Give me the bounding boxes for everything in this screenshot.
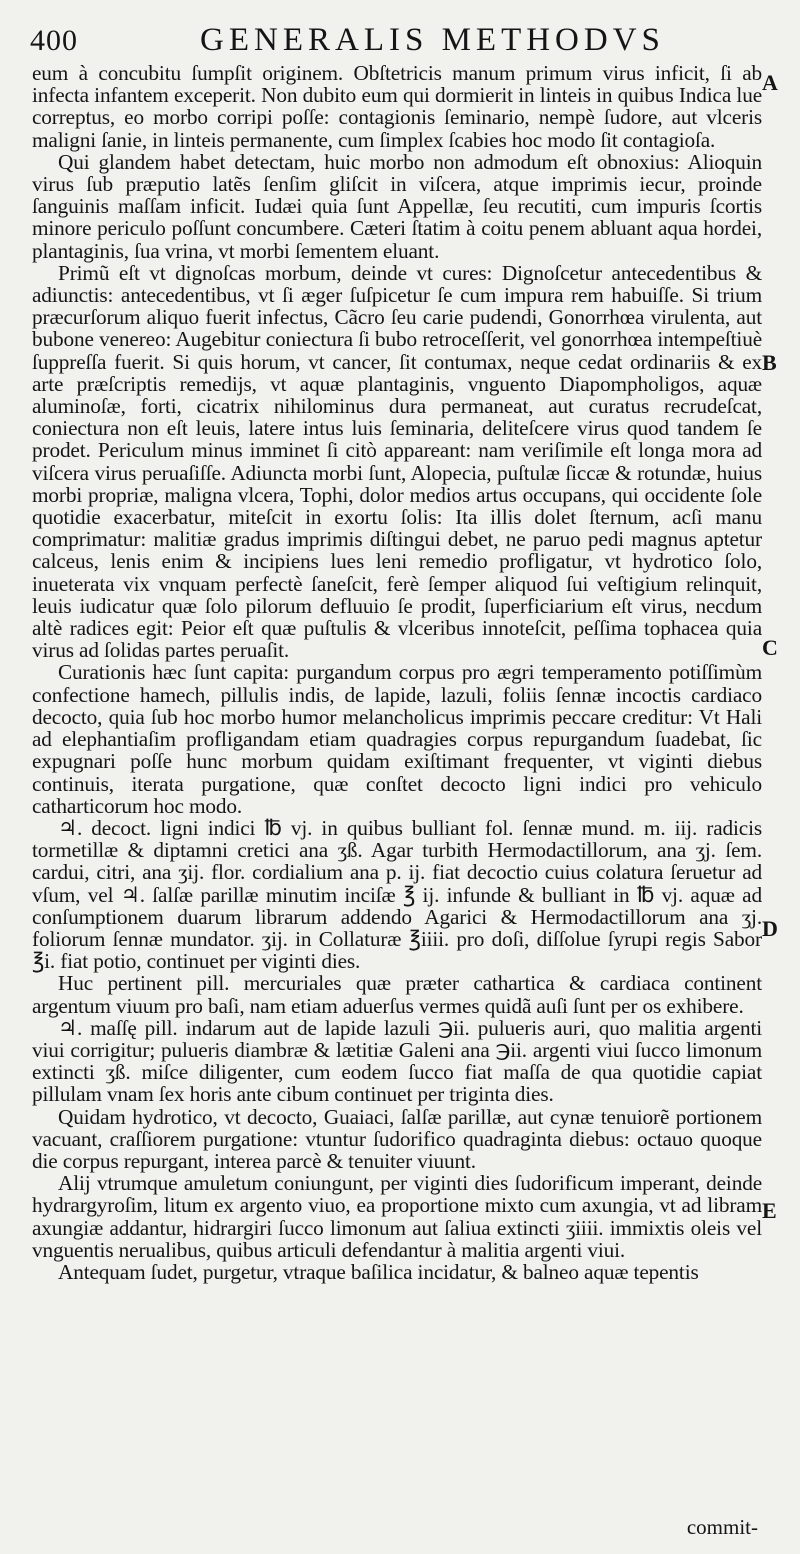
paragraph: Quidam hydrotico, vt decocto, Guaiaci, ſalſæ parillæ, aut cynæ tenuiorẽ portionem vacuant, craſſiorem purgatione: vtuntur ſudorifico quadraginta diebus: octauo quoque die corpus repurgant, interea parcè & tenuiter viuunt. (32, 1104, 762, 1173)
paragraph: Qui glandem habet detectam, huic morbo non admodum eſt obnoxius: Alioquin virus ſub præputio latẽs ſenſim gliſcit in viſcera, atque imprimis iecur, proinde ſanguinis maſſam inficit. Iudæi quia ſunt Appellæ, ſeu recutiti, cum impuris ſcortis minore periculo poſſunt concumbere. Cæteri ſtatim à coitu penem abluant aqua hordei, plantaginis, ſua vrina, vt morbi ſementem eluant. (32, 149, 762, 263)
margin-letter-a: A (762, 70, 778, 95)
paragraph: eum à concubitu ſumpſit originem. Obſtetricis manum primum virus inficit, ſi ab infecta infantem exceperit. Non dubito eum qui dormierit in linteis in quibus Indica lue correptus, eo morbo corripi poſſe: contagionis ſeminario, nempè ſudore, aut vlceris maligni ſanie, in linteis permanente, cum ſimplex ſcabies hoc modo ſit contagioſa. (32, 61, 762, 152)
paragraph: Primũ eſt vt dignoſcas morbum, deinde vt cures: Dignoſcetur antecedentibus & adiunctis: antecedentibus, vt ſi æger ſuſpicetur ſe cum impura rem habuiſſe. Si trium præcurſorum aliquo fuerit infectus, Cãcro ſeu carie pudendi, Gonorrhœa virulenta, aut bubone venereo: Augebitur coniectura ſi bubo retroceſſerit, vel gonorrhœa intempeſtiuè ſuppreſſa fuerit. Si quis horum, vt cancer, ſit contumax, neque cedat ordinariis & ex arte præſcriptis remedijs, vt aquæ plantaginis, vnguento Diapompholigos, aquæ aluminoſæ, forti, cicatrix nihilominus dura permaneat, aut curatus recrudeſcat, coniectura non eſt leuis, latere intus luis ſeminaria, deliteſcere virus quod tandem ſe prodet. Periculum minus imminet ſi citò appareant: nam veriſimile eſt longa mora ad viſcera virus peruaſiſſe. Adiuncta morbi ſunt, Alopecia, puſtulæ ſiccæ & rotundæ, huius morbi propriæ, maligna vlcera, Tophi, dolor medios artus occupans, qui occidente ſole quotidie exacerbatur, miteſcit in exortu ſolis: Ita illis dolet ſternum, acſi manu comprimatur: malitiæ gradus imprimis diſtingui debet, ne paruo pedi magnus aptetur calceus, lenis enim & incipiens lues leni remedio profligatur, vt hydrotico ſolo, inueterata vix vnquam perfectè ſaneſcit, ferè ſemper aliquod ſui veſtigium relinquit, leuis iudicatur quæ ſolo pilorum defluuio ſe prodit, ſuperficiarium eſt virus, necdum altè radices egit: Peior eſt quæ puſtulis & vlceribus innoteſcit, peſſima tophacea quia virus ad ſolidas partes peruaſit. (32, 260, 762, 663)
paragraph: ♃. decoct. ligni indici ℔ vj. in quibus bulliant fol. ſennæ mund. m. iij. radicis tormetillæ & diptamni cretici ana ʒß. Agar turbith Hermodactillorum, ana ʒj. ſem. cardui, citri, ana ʒij. flor. cordialium ana p. ij. fiat decoctio cuius colatura ſeruetur ad vſum, vel ♃. ſalſæ parillæ minutim inciſæ ℥ ij. infunde & bulliant in ℔ vj. aquæ ad conſumptionem duarum librarum addendo Agarici & Hermodactillorum ana ʒj. foliorum ſennæ mundator. ʒij. in Collaturæ ℥iiii. pro doſi, diſſolue ſyrupi regis Sabor ℥i. fiat potio, continuet per viginti dies. (32, 815, 762, 974)
paragraph: Alij vtrumque amuletum coniungunt, per viginti dies ſudorificum imperant, deinde hydrargyroſim, litum ex argento viuo, ea proportione mixto cum axungia, vt ad libram axungiæ addantur, hidrargiri ſucco limonum aut ſaliua extincti ʒiiii. immixtis oleis vel vnguentis nerualibus, quibus articuli defendantur à malitia argenti viui. (32, 1171, 762, 1262)
body-text (32, 62, 762, 1283)
paragraph: Huc pertinent pill. mercuriales quæ præter cathartica & cardiaca continent argentum viuum pro baſi, nam etiam aduerſus vermes quidã auſi ſunt per os exhibere. (32, 971, 762, 1018)
margin-letter-c: C (762, 635, 778, 660)
paragraph: Antequam ſudet, purgetur, vtraque baſilica incidatur, & balneo aquæ tepentis (58, 1259, 699, 1284)
catchword: commit- (686, 1515, 758, 1539)
margin-letter-b: B (762, 350, 777, 375)
margin-letter-d: D (762, 916, 778, 941)
page-header (30, 22, 760, 62)
paragraph: ♃. maſſę pill. indarum aut de lapide lazuli ℈ii. pulueris auri, quo malitia argenti viui corrigitur; pulueris diambræ & lætitiæ Galeni ana ℈ii. argenti viui ſucco limonum extincti ʒß. miſce diligenter, cum eodem ſucco fiat maſſa de qua quotidie capiat pillulam vnam ſex horis ante cibum continuet per triginta dies. (32, 1015, 762, 1107)
paragraph: Curationis hæc ſunt capita: purgandum corpus pro ægri temperamento potiſſimùm confectione hamech, pillulis indis, de lapide, lazuli, foliis ſennæ incoctis cardiaco decocto, quia ſub hoc morbo humor melancholicus imprimis peccare creditur: Vt Hali ad elephantiaſim profligandam etiam quadragies corpus repurgandum ſuadebat, ſic expugnari poſſe hunc morbum quidam exiſtimant frequenter, vt viginti diebus continuis, iterata purgatione, quæ conſtet decocto ligni indici pro vehiculo catharticorum hoc modo. (32, 660, 762, 818)
page-number: 400 (30, 24, 78, 57)
running-title: GENERALIS METHODVS (200, 22, 665, 58)
margin-letter-e: E (762, 1198, 777, 1223)
